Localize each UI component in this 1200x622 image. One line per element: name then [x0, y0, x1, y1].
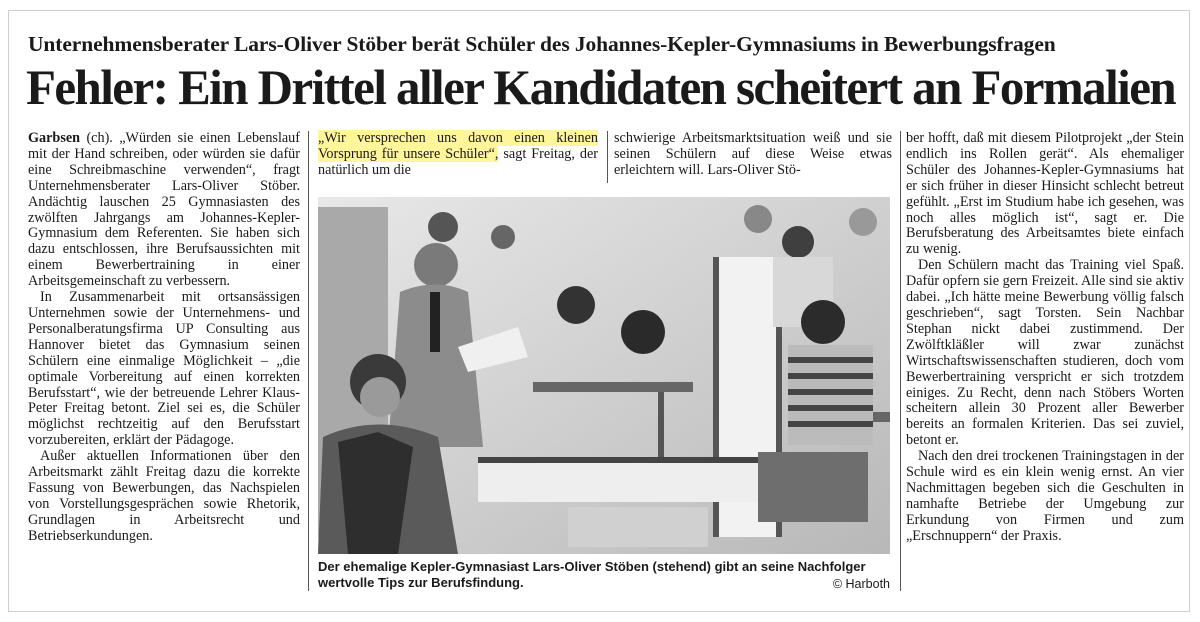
- col2-text: sagt Freitag, der natürlich um die: [318, 145, 598, 178]
- dateline-city: Garbsen: [28, 130, 81, 146]
- photo: [318, 197, 890, 554]
- column-rule: [607, 131, 608, 183]
- photo-caption: [318, 559, 890, 591]
- col1-paragraph-3: Außer aktuellen Informationen über den Arbeitsmarkt zählt Freitag dazu die korrekte Fassung von Bewerbungen, das Nachspielen von Vorstellungsgesprächen sowie Rhetorik, Grundlagen in Arbeitsrecht und Betriebserkundungen.: [28, 448, 300, 544]
- col3-text: schwierige Arbeitsmarktsituation weiß und sie seinen Schülern auf diese Weise etwas erleichtern will. Lars-Oliver Stö-: [614, 130, 892, 178]
- col4-paragraph-2: Den Schülern macht das Training viel Spaß. Dafür opfern sie gern Freizeit. Alle sind sie aktiv dabei. „Ich hätte meine Bewerbung völlig falsch geschrieben“, sagt Torsten. Sein Nachbar Stephan nickt dabei zustimmend. Der Zwölftkläßler will zwar zunächst Wirtschaftswissenschaften studieren, doch vom Bewerbertraining verspricht er sich trotzdem einiges. Zu Recht, denn nach Stöbers Worten scheitern allein 30 Prozent aller Bewerber bereits an formalen Kriterien. Das sei zuviel, betont er.: [906, 257, 1184, 449]
- column-3: [614, 131, 892, 179]
- col1-paragraph-2: In Zusammenarbeit mit ortsansässigen Unternehmen sowie der Unternehmens- und Personalberatungsfirma UP Consulting aus Hannover bietet das Gymnasium seinen Schülern eine einmalige Möglichkeit – „die optimale Vorbereitung auf einen korrekten Berufsstart“, wie der betreuende Lehrer Klaus-Peter Freitag betont. Ziel sei es, die Schüler möglichst rechtzeitig auf den Berufsstart vorzubereiten, erklärt der Pädagoge.: [28, 289, 300, 449]
- classroom-photo: [318, 197, 890, 554]
- column-rule: [900, 131, 901, 591]
- headline: Fehler: Ein Drittel aller Kandidaten scheitert an Formalien: [26, 59, 1176, 115]
- photo-credit: © Harboth: [832, 577, 890, 591]
- caption-text: Der ehemalige Kepler-Gymnasiast Lars-Oliver Stöben (stehend) gibt an seine Nachfolger wertvolle Tips zur Berufsfindung.: [318, 559, 866, 590]
- column-2: [318, 131, 598, 179]
- col4-paragraph-3: Nach den drei trockenen Trainingstagen in der Schule wird es ein klein wenig ernst. An vier Nachmittagen begeben sich die Geschulten in namhafte Betriebe der Umgebung zur Erkundung von Firmen und zum „Erschnuppern“ der Praxis.: [906, 448, 1184, 544]
- col4-paragraph-1: ber hofft, daß mit diesem Pilotprojekt „der Stein endlich ins Rollen gerät“. Als ehemaliger Schüler des Johannes-Kepler-Gymnasiums hat er sich früher in dieser Hinsicht schlecht betreut gefühlt. „Erst im Studium habe ich gesehen, was noch alles möglich ist“, sagt er. Die Berufsberatung des Arbeitsamtes biete einfach zu wenig.: [906, 130, 1184, 258]
- kicker: Unternehmensberater Lars-Oliver Stöber berät Schüler des Johannes-Kepler-Gymnasiums in Bewerbungsfragen: [28, 32, 1056, 56]
- col1-paragraph-1: (ch). „Würden sie einen Lebenslauf mit der Hand schreiben, oder würden sie dafür eine Schreibmaschine verwenden“, fragt Unternehmensberater Lars-Oliver Stöber. Andächtig lauschen 25 Gymnasiasten des zwölften Jahrgangs am Johannes-Kepler-Gymnasium dem Referenten. Sie haben sich dazu entschlossen, ihre Berufsaussichten mit einem Bewerbertraining in einer Arbeitsgemeinschaft zu verbessern.: [28, 130, 301, 290]
- column-4: [906, 131, 1184, 545]
- column-1: [28, 131, 300, 545]
- highlighted-quote: „Wir versprechen uns davon einen kleinen Vorsprung für unsere Schüler“,: [318, 130, 598, 162]
- column-rule: [308, 131, 309, 591]
